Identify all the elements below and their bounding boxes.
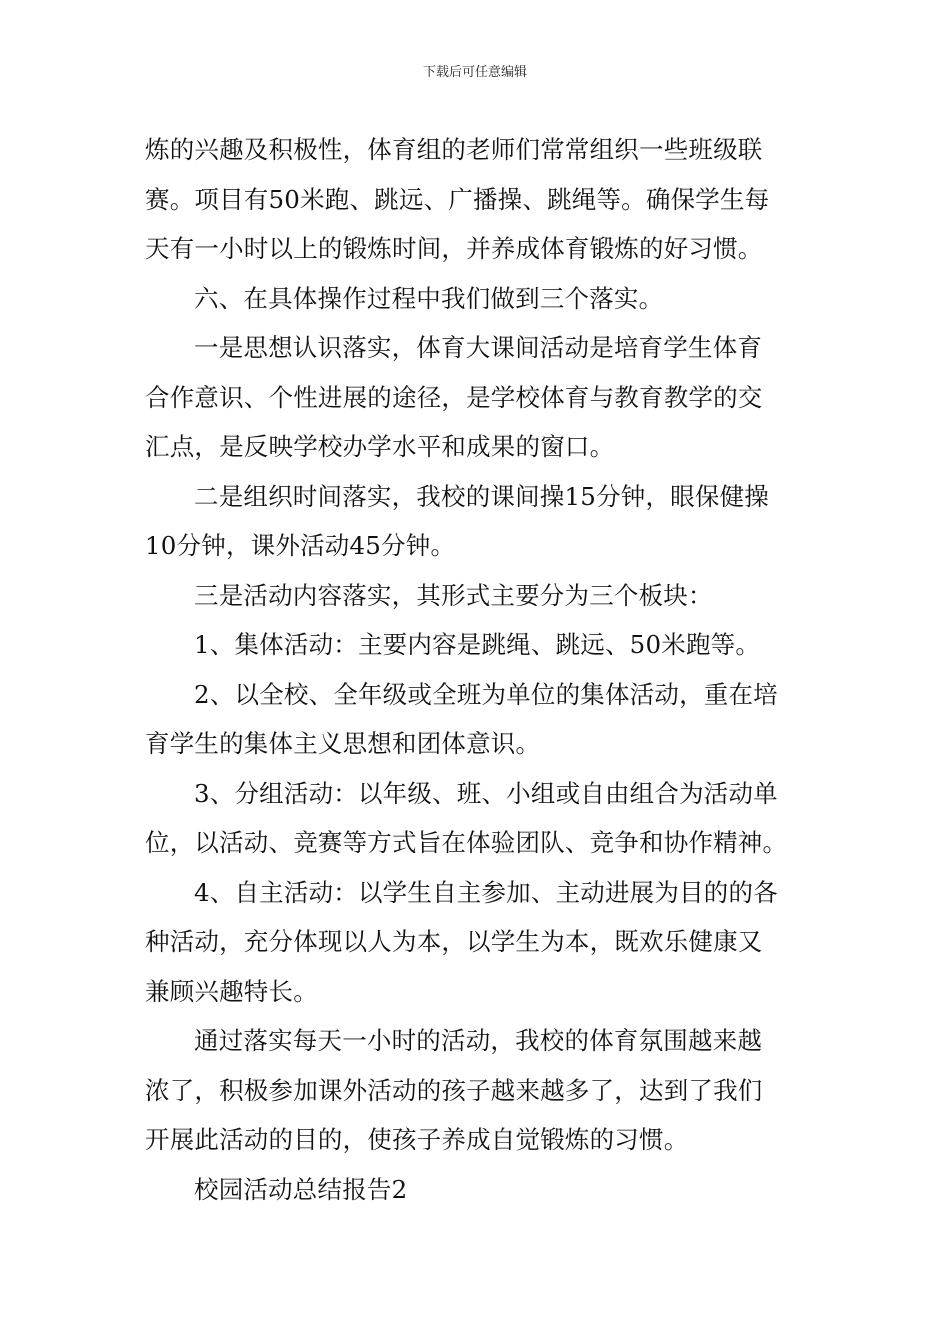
document-body bbox=[145, 125, 810, 1214]
text-line: 种活动，充分体现以人为本，以学生为本，既欢乐健康又 bbox=[145, 927, 763, 956]
text-line: 汇点，是反映学校办学水平和成果的窗口。 bbox=[145, 432, 615, 461]
text-line: 三是活动内容落实，其形式主要分为三个板块： bbox=[194, 580, 713, 610]
section-title: 校园活动总结报告2 bbox=[194, 1174, 408, 1204]
text-line: 育学生的集体主义思想和团体意识。 bbox=[145, 729, 541, 758]
text-line: 赛。项目有50米跑、跳远、广播操、跳绳等。确保学生每 bbox=[145, 184, 770, 214]
text-line: 兼顾兴趣特长。 bbox=[145, 976, 318, 1006]
text-line: 1、集体活动：主要内容是跳绳、跳远、50米跑等。 bbox=[194, 630, 761, 659]
text-line: 4、自主活动：以学生自主参加、主动进展为目的的各 bbox=[194, 877, 778, 907]
text-line: 10分钟，课外活动45分钟。 bbox=[145, 531, 456, 560]
text-line: 二是组织时间落实，我校的课间操15分钟，眼保健操 bbox=[194, 481, 769, 511]
text-line: 开展此活动的目的，使孩子养成自觉锻炼的习惯。 bbox=[145, 1125, 689, 1154]
text-line: 通过落实每天一小时的活动，我校的体育氛围越来越 bbox=[194, 1026, 763, 1055]
text-line: 天有一小时以上的锻炼时间，并养成体育锻炼的好习惯。 bbox=[145, 234, 763, 263]
text-line: 浓了，积极参加课外活动的孩子越来越多了，达到了我们 bbox=[145, 1075, 763, 1105]
text-line: 3、分组活动：以年级、班、小组或自由组合为活动单 bbox=[194, 778, 778, 808]
text-line: 六、在具体操作过程中我们做到三个落实。 bbox=[194, 283, 664, 313]
text-line: 合作意识、个性进展的途径，是学校体育与教育教学的交 bbox=[145, 382, 763, 412]
text-line: 一是思想认识落实，体育大课间活动是培育学生体育 bbox=[194, 333, 763, 362]
page-header-note: 下载后可任意编辑 bbox=[422, 65, 527, 80]
text-line: 2、以全校、全年级或全班为单位的集体活动，重在培 bbox=[194, 679, 778, 709]
text-line: 炼的兴趣及积极性，体育组的老师们常常组织一些班级联 bbox=[145, 135, 763, 164]
text-line: 位，以活动、竞赛等方式旨在体验团队、竞争和协作精神。 bbox=[145, 828, 788, 857]
